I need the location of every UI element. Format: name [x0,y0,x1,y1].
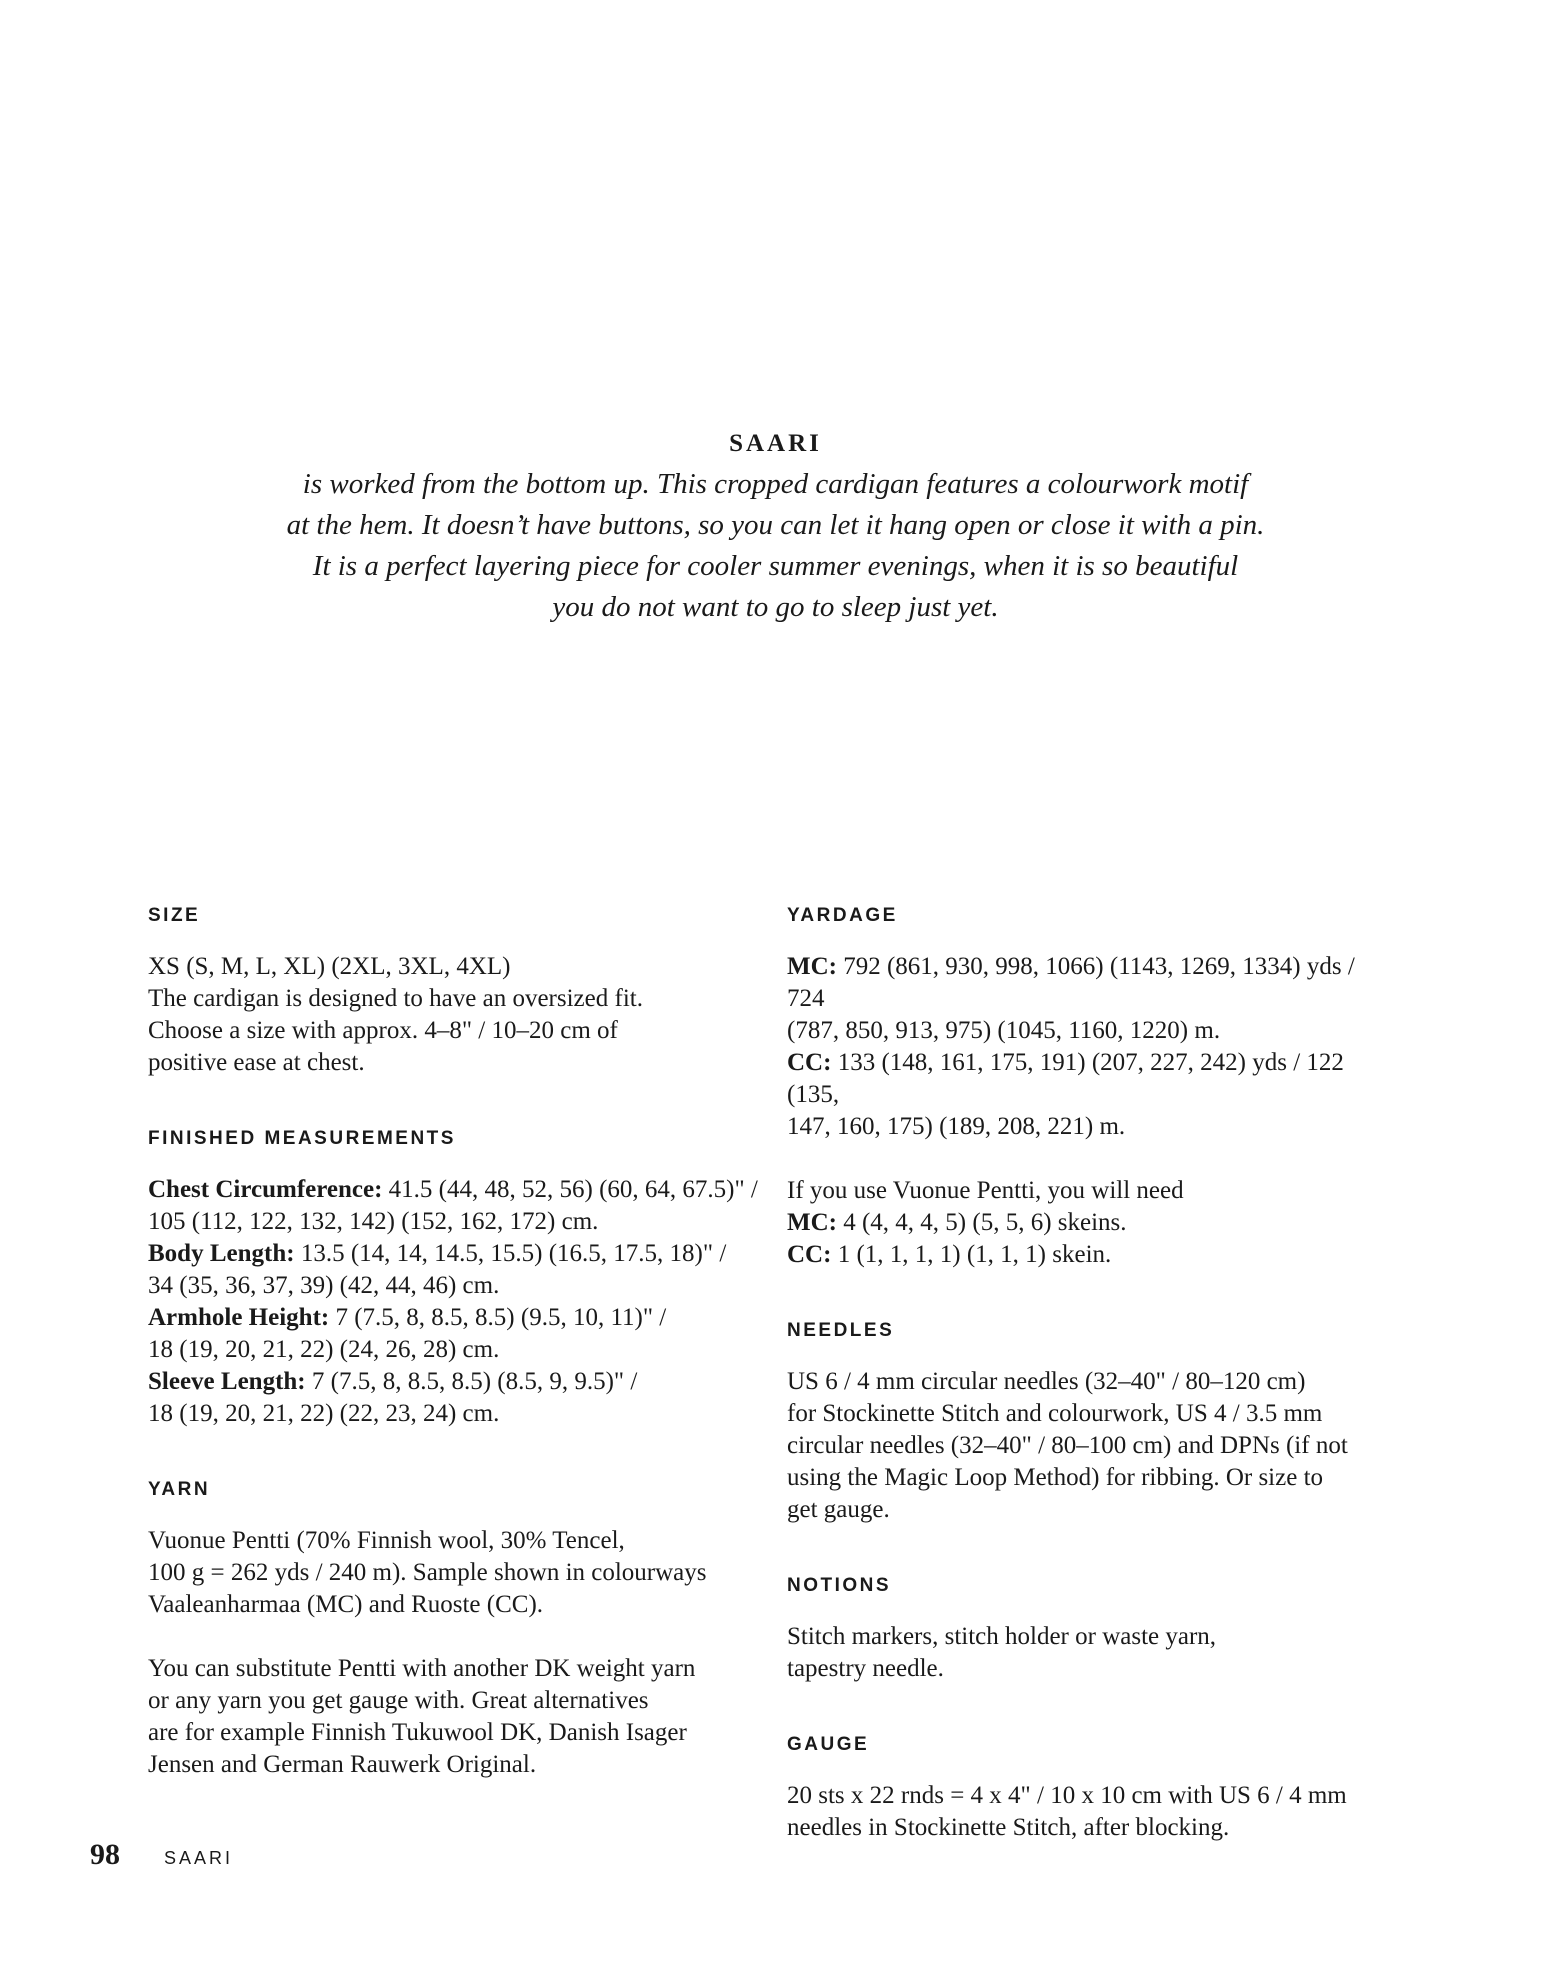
section-heading: GAUGE [787,1734,870,1755]
section-heading: YARDAGE [787,905,898,926]
yardage-value: 133 (148, 161, 175, 191) (207, 227, 242) yds / 122 (135, [787,1049,1344,1108]
section-body [148,1525,758,1781]
pattern-title: SAARI [729,430,822,457]
skein-count: 1 (1, 1, 1, 1) (1, 1, 1) skein. [831,1241,1112,1268]
section-body [148,951,758,1079]
section-heading: NOTIONS [787,1575,892,1596]
skein-count: 4 (4, 4, 4, 5) (5, 5, 6) skeins. [836,1209,1127,1236]
section-heading: FINISHED MEASUREMENTS [148,1128,456,1149]
measurement-value: 13.5 (14, 14, 14.5, 15.5) (16.5, 17.5, 18)" / [294,1240,727,1267]
section-heading: NEEDLES [787,1320,895,1341]
text-line [148,1366,758,1398]
measurement-label: Armhole Height: [148,1304,330,1331]
text-line [148,1174,758,1206]
measurement-value: 7 (7.5, 8, 8.5, 8.5) (9.5, 10, 11)" / [329,1304,667,1331]
text-line: are for example Finnish Tukuwool DK, Danish Isager [148,1719,687,1746]
text-line: (787, 850, 913, 975) (1045, 1160, 1220) m. [787,1017,1221,1044]
text-line: Vaaleanharmaa (MC) and Ruoste (CC). [148,1591,544,1618]
text-line: using the Magic Loop Method) for ribbing. Or size to [787,1464,1324,1491]
page-footer [90,1838,233,1872]
text-line: get gauge. [787,1496,890,1523]
text-line: You can substitute Pentti with another DK weight yarn [148,1655,696,1682]
intro-line: at the hem. It doesn’t have buttons, so you can let it hang open or close it with a pin. [286,509,1265,541]
section-finished-measurements [148,1119,758,1430]
text-line: 105 (112, 122, 132, 142) (152, 162, 172) cm. [148,1208,599,1235]
measurement-value: 7 (7.5, 8, 8.5, 8.5) (8.5, 9, 9.5)" / [305,1368,638,1395]
text-line [787,951,1397,1015]
text-line: positive ease at chest. [148,1049,365,1076]
text-line: tapestry needle. [787,1655,944,1682]
text-line: 34 (35, 36, 37, 39) (42, 44, 46) cm. [148,1272,500,1299]
text-line: 18 (19, 20, 21, 22) (22, 23, 24) cm. [148,1400,500,1427]
pattern-intro [260,430,1291,628]
text-line: for Stockinette Stitch and colourwork, US 4 / 3.5 mm [787,1400,1323,1427]
section-yarn [148,1470,758,1781]
yarn-label: CC: [787,1241,832,1268]
section-body [787,951,1397,1271]
text-line: XS (S, M, L, XL) (2XL, 3XL, 4XL) [148,953,511,980]
yarn-label: MC: [787,953,837,980]
section-heading: YARN [148,1479,211,1500]
intro-line: you do not want to go to sleep just yet. [552,591,999,623]
yarn-label: CC: [787,1049,832,1076]
text-line: 147, 160, 175) (189, 208, 221) m. [787,1113,1126,1140]
text-line: Jensen and German Rauwerk Original. [148,1751,537,1778]
section-notions [787,1566,1397,1685]
page-number: 98 [90,1838,120,1871]
text-line: Stitch markers, stitch holder or waste yarn, [787,1623,1217,1650]
right-column [787,896,1397,1844]
section-yardage [787,896,1397,1271]
left-column [148,896,758,1781]
text-line: 18 (19, 20, 21, 22) (24, 26, 28) cm. [148,1336,500,1363]
text-line: US 6 / 4 mm circular needles (32–40" / 80–120 cm) [787,1368,1306,1395]
section-heading: SIZE [148,905,201,926]
text-line [148,1302,758,1334]
yardage-value: 792 (861, 930, 998, 1066) (1143, 1269, 1334) yds / 724 [787,953,1355,1012]
yarn-label: MC: [787,1209,837,1236]
text-line [148,1238,758,1270]
section-needles [787,1311,1397,1526]
text-line: Vuonue Pentti (70% Finnish wool, 30% Tencel, [148,1527,625,1554]
intro-line: is worked from the bottom up. This cropped cardigan features a colourwork motif [302,468,1249,500]
measurement-value: 41.5 (44, 48, 52, 56) (60, 64, 67.5)" / [382,1176,758,1203]
section-size [148,896,758,1079]
text-line: circular needles (32–40" / 80–100 cm) and DPNs (if not [787,1432,1348,1459]
text-line: or any yarn you get gauge with. Great alternatives [148,1687,649,1714]
text-line: The cardigan is designed to have an oversized fit. [148,985,643,1012]
intro-line: It is a perfect layering piece for cooler summer evenings, when it is so beautiful [312,550,1239,582]
measurement-label: Chest Circumference: [148,1176,383,1203]
text-line [787,1047,1397,1111]
section-gauge [787,1725,1397,1844]
section-body [787,1366,1397,1526]
text-line: 100 g = 262 yds / 240 m). Sample shown in colourways [148,1559,707,1586]
section-body [787,1621,1397,1685]
text-line [787,1239,1397,1271]
text-line: If you use Vuonue Pentti, you will need [787,1177,1184,1204]
text-line: Choose a size with approx. 4–8" / 10–20 cm of [148,1017,618,1044]
section-body [787,1780,1397,1844]
measurement-label: Body Length: [148,1240,295,1267]
section-body [148,1174,758,1430]
text-line: needles in Stockinette Stitch, after blocking. [787,1814,1230,1841]
text-line: 20 sts x 22 rnds = 4 x 4" / 10 x 10 cm with US 6 / 4 mm [787,1782,1347,1809]
text-line [787,1207,1397,1239]
measurement-label: Sleeve Length: [148,1368,306,1395]
running-title: SAARI [164,1848,234,1868]
